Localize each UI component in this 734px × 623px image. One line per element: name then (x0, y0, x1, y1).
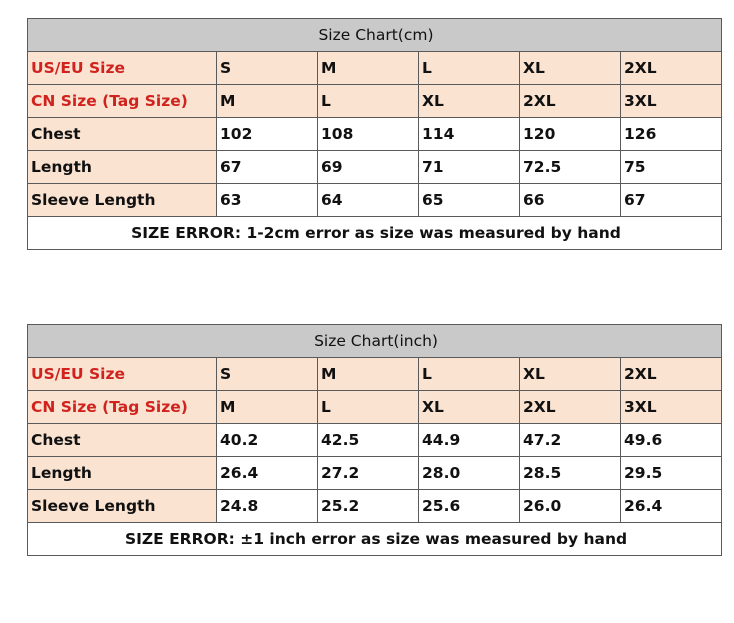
table-cell: 65 (419, 184, 520, 217)
table-cell: 120 (520, 118, 621, 151)
table-cell: 64 (318, 184, 419, 217)
table-cell: 66 (520, 184, 621, 217)
table-cell: L (318, 391, 419, 424)
table-cell: XL (419, 391, 520, 424)
table-cell: 67 (621, 184, 722, 217)
table-cell: L (419, 358, 520, 391)
table-cell: XL (419, 85, 520, 118)
table-row (28, 490, 722, 523)
table-row (28, 85, 722, 118)
size-chart-inch-table (27, 324, 722, 556)
row-label: CN Size (Tag Size) (28, 391, 217, 424)
table-cell: L (419, 52, 520, 85)
table-cell: 126 (621, 118, 722, 151)
table-row (28, 457, 722, 490)
table-cell: M (318, 358, 419, 391)
table-title: Size Chart(cm) (28, 19, 722, 52)
table-cell: 102 (217, 118, 318, 151)
row-label: US/EU Size (28, 52, 217, 85)
table-cell: 47.2 (520, 424, 621, 457)
table-cell: 2XL (621, 52, 722, 85)
row-label: Length (28, 457, 217, 490)
row-label: Chest (28, 118, 217, 151)
table-cell: 26.0 (520, 490, 621, 523)
table-cell: L (318, 85, 419, 118)
table-cell: 72.5 (520, 151, 621, 184)
table-cell: 75 (621, 151, 722, 184)
row-label: Sleeve Length (28, 490, 217, 523)
table-row (28, 391, 722, 424)
table-cell: 2XL (621, 358, 722, 391)
table-cell: 28.0 (419, 457, 520, 490)
table-row (28, 52, 722, 85)
table-cell: 29.5 (621, 457, 722, 490)
table-row (28, 184, 722, 217)
table-cell: 63 (217, 184, 318, 217)
table-row (28, 118, 722, 151)
table-cell: 26.4 (621, 490, 722, 523)
table-cell: 42.5 (318, 424, 419, 457)
table-cell: 28.5 (520, 457, 621, 490)
table-cell: S (217, 52, 318, 85)
table-cell: M (217, 391, 318, 424)
row-label: Chest (28, 424, 217, 457)
table-cell: 114 (419, 118, 520, 151)
table-cell: 69 (318, 151, 419, 184)
table-cell: XL (520, 358, 621, 391)
table-cell: 27.2 (318, 457, 419, 490)
table-cell: 44.9 (419, 424, 520, 457)
row-label: CN Size (Tag Size) (28, 85, 217, 118)
row-label: US/EU Size (28, 358, 217, 391)
table-row (28, 424, 722, 457)
size-error-note: SIZE ERROR: 1-2cm error as size was measured by hand (28, 217, 722, 250)
table-cell: XL (520, 52, 621, 85)
table-cell: 25.2 (318, 490, 419, 523)
table-cell: S (217, 358, 318, 391)
row-label: Length (28, 151, 217, 184)
table-cell: 2XL (520, 85, 621, 118)
table-row (28, 358, 722, 391)
size-chart-cm-table (27, 18, 722, 250)
table-cell: 2XL (520, 391, 621, 424)
table-cell: 49.6 (621, 424, 722, 457)
table-cell: M (217, 85, 318, 118)
table-title: Size Chart(inch) (28, 325, 722, 358)
table-cell: 3XL (621, 85, 722, 118)
row-label: Sleeve Length (28, 184, 217, 217)
table-cell: 25.6 (419, 490, 520, 523)
table-cell: 3XL (621, 391, 722, 424)
size-error-note: SIZE ERROR: ±1 inch error as size was measured by hand (28, 523, 722, 556)
table-cell: 24.8 (217, 490, 318, 523)
table-row (28, 151, 722, 184)
table-cell: 26.4 (217, 457, 318, 490)
table-cell: 71 (419, 151, 520, 184)
table-cell: 108 (318, 118, 419, 151)
table-cell: 67 (217, 151, 318, 184)
table-cell: M (318, 52, 419, 85)
table-cell: 40.2 (217, 424, 318, 457)
